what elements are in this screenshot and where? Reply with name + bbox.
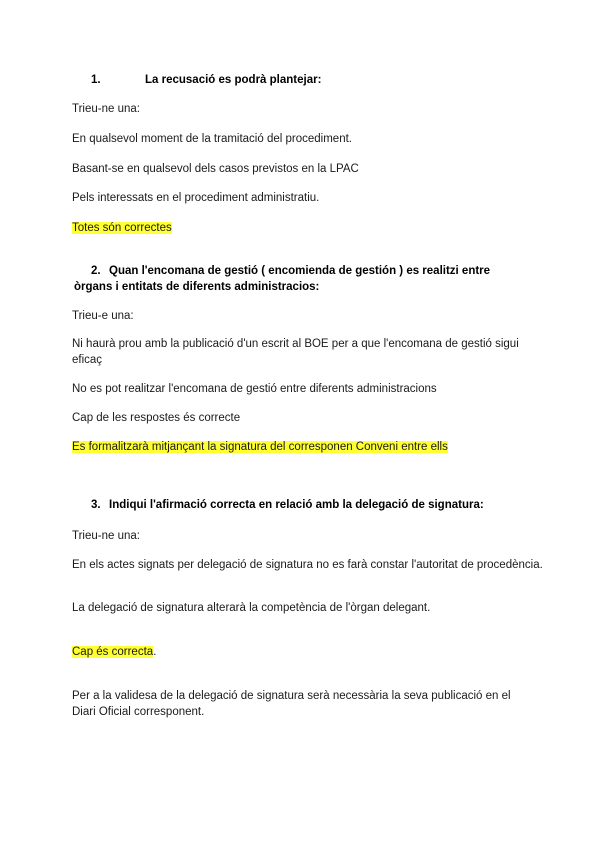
question-1-option-2[interactable]: Basant-se en qualsevol dels casos previstos en la LPAC: [72, 163, 359, 175]
question-3-prompt: Trieu-ne una:: [72, 530, 140, 542]
question-2-option-2[interactable]: No es pot realitzar l'encomana de gestió entre diferents administracions: [72, 383, 437, 395]
question-2-answer[interactable]: [72, 439, 448, 455]
question-1-number: 1.: [91, 74, 101, 86]
question-3-answer-suffix: .: [153, 646, 157, 658]
question-3-title: Indiqui l'afirmació correcta en relació amb la delegació de signatura:: [109, 499, 484, 511]
question-2-prompt: Trieu-e una:: [72, 310, 134, 322]
question-3-answer[interactable]: [72, 644, 156, 660]
question-3-option-3[interactable]: Per a la validesa de la delegació de signatura serà necessària la seva publicació en el Diari Oficial corresponent.: [72, 690, 511, 718]
question-2-title-line1: Quan l'encomana de gestió ( encomienda de gestión ) es realitzi entre: [109, 265, 491, 277]
question-1-answer[interactable]: [72, 220, 172, 236]
question-2-title-line2: òrgans i entitats de diferents administracios:: [74, 281, 320, 293]
question-3-option-2[interactable]: La delegació de signatura alterarà la competència de l'òrgan delegant.: [72, 602, 431, 614]
question-1-option-3[interactable]: Pels interessats en el procediment administratiu.: [72, 192, 320, 204]
question-1-answer-highlight: Totes són correctes: [72, 222, 172, 234]
question-3-number: 3.: [91, 499, 101, 511]
question-2-option-3[interactable]: Cap de les respostes és correcte: [72, 412, 241, 424]
question-2-number: 2.: [91, 265, 101, 277]
question-2-answer-highlight: Es formalitzarà mitjançant la signatura del corresponen Conveni entre ells: [72, 441, 448, 453]
question-2-option-1[interactable]: Ni haurà prou amb la publicació d'un escrit al BOE per a que l'encomana de gestió sigui eficaç: [72, 338, 519, 366]
question-3-answer-highlight: Cap és correcta: [72, 646, 154, 658]
question-1-title: La recusació es podrà plantejar:: [145, 74, 322, 86]
question-1-prompt: Trieu-ne una:: [72, 103, 140, 115]
question-3-option-1[interactable]: En els actes signats per delegació de signatura no es farà constar l'autoritat de procedència.: [72, 559, 543, 571]
question-1-option-1[interactable]: En qualsevol moment de la tramitació del procediment.: [72, 133, 352, 145]
